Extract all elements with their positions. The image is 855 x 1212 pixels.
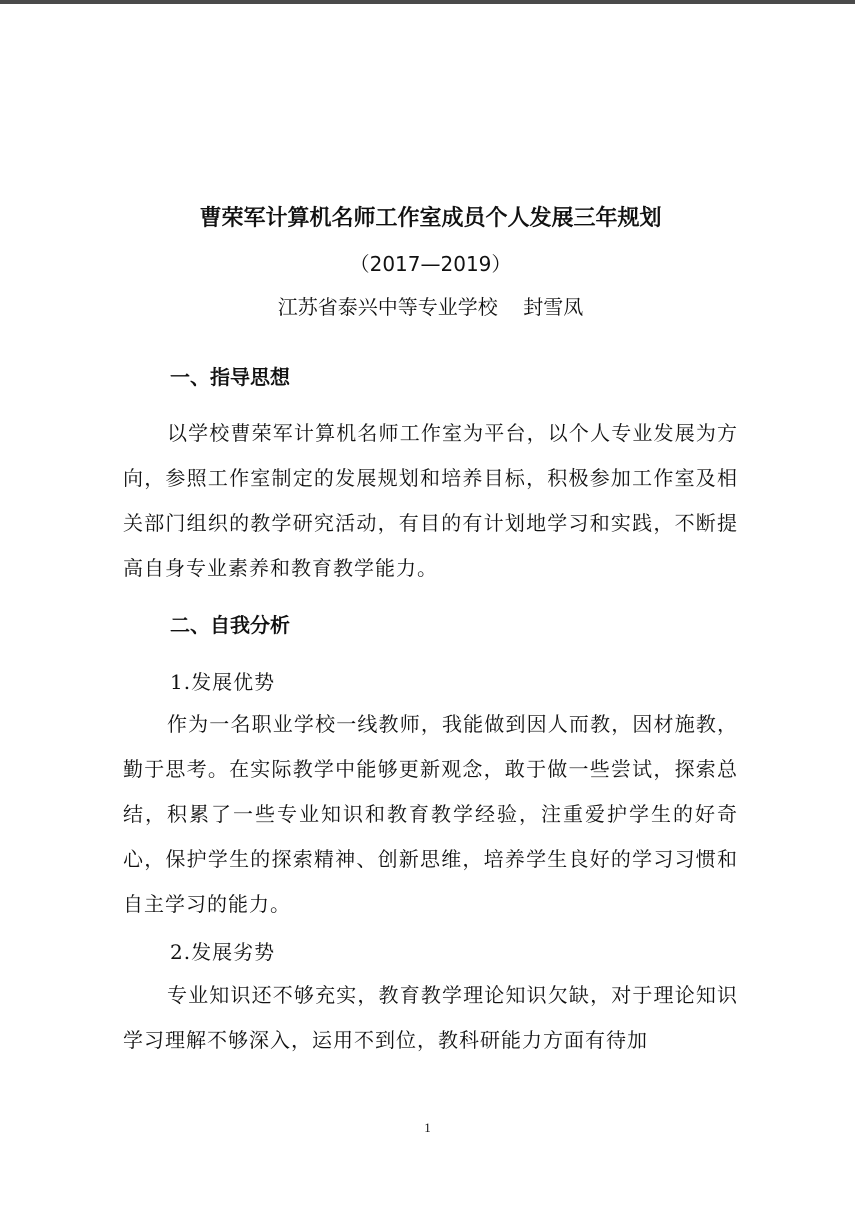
top-border-line bbox=[0, 0, 855, 4]
section-paragraph-guiding-idea: 以学校曹荣军计算机名师工作室为平台，以个人专业发展为方向，参照工作室制定的发展规划和培养目标，积极参加工作室及相关部门组织的教学研究活动，有目的有计划地学习和实践，不断提高自身专业素养和教育教学能力。 bbox=[123, 421, 738, 580]
section-heading-self-analysis: 二、自我分析 bbox=[170, 613, 290, 637]
subsection-label-strengths: 1.发展优势 bbox=[170, 670, 276, 694]
document-title: 曹荣军计算机名师工作室成员个人发展三年规划 bbox=[199, 206, 662, 231]
section-heading-guiding-idea: 一、指导思想 bbox=[170, 365, 290, 389]
subsection-label-weaknesses: 2.发展劣势 bbox=[170, 940, 276, 964]
subsection-paragraph-weaknesses: 专业知识还不够充实，教育教学理论知识欠缺，对于理论知识学习理解不够深入，运用不到位，教科研能力方面有待加 bbox=[123, 983, 738, 1052]
document-author: 江苏省泰兴中等专业学校 封雪凤 bbox=[277, 295, 584, 319]
document-years: （2017—2019） bbox=[349, 252, 512, 276]
page-number: 1 bbox=[424, 1120, 431, 1135]
subsection-paragraph-strengths: 作为一名职业学校一线教师，我能做到因人而教，因材施教，勤于思考。在实际教学中能够更新观念，敢于做一些尝试，探索总结，积累了一些专业知识和教育教学经验，注重爱护学生的好奇心，保护学生的探索精神、创新思维，培养学生良好的学习习惯和自主学习的能力。 bbox=[123, 712, 738, 916]
